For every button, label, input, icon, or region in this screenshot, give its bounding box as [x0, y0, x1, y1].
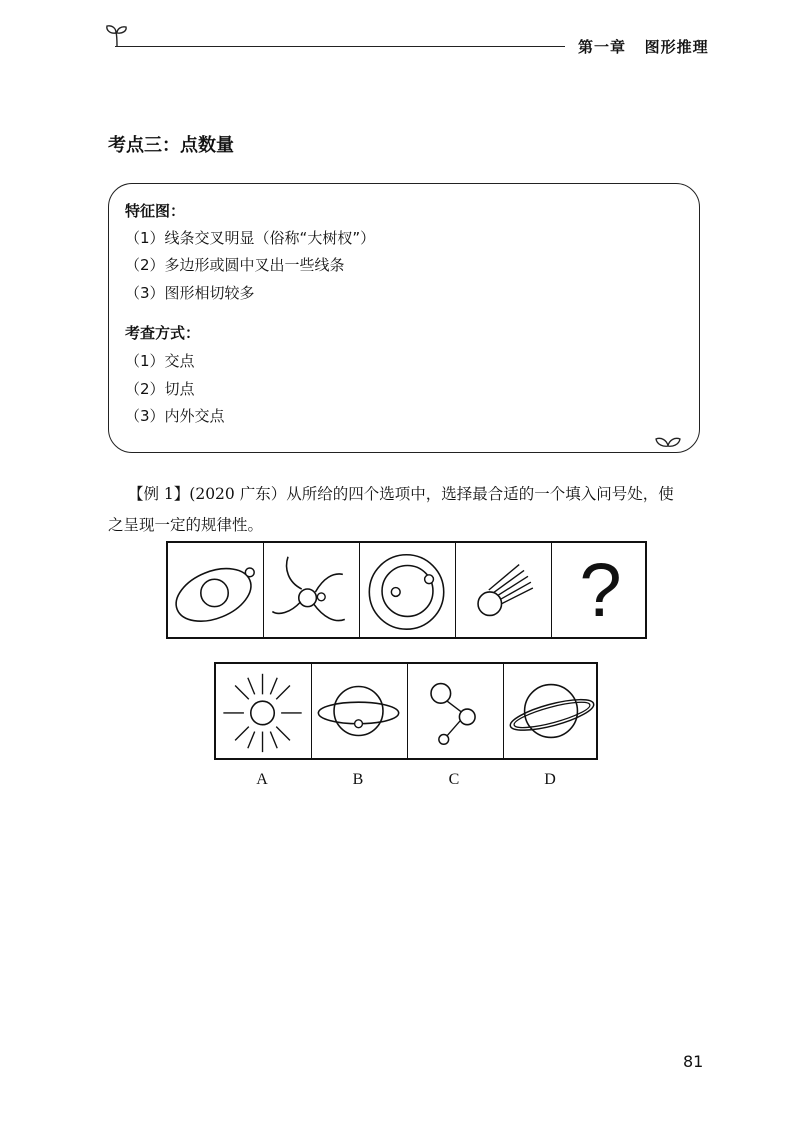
sprout-icon	[654, 434, 682, 448]
option-label-d[interactable]: D	[544, 771, 556, 788]
chapter-title: 第一章 图形推理	[578, 38, 709, 56]
question-panel	[166, 541, 647, 639]
example-question: 【例 1】(2020 广东）从所给的四个选项中，选择最合适的一个填入问号处，使	[128, 485, 674, 503]
page-number: 81	[683, 1052, 704, 1071]
info-box	[108, 183, 700, 453]
option-label-a[interactable]: A	[256, 771, 268, 788]
header-rule	[115, 46, 565, 47]
feature-item: （3）图形相切较多	[125, 284, 255, 302]
method-item: （1）交点	[125, 352, 195, 370]
option-d-figure[interactable]	[504, 664, 600, 758]
feature-item: （1）线条交叉明显（俗称“大树杈”）	[125, 229, 376, 247]
options-panel	[214, 662, 598, 760]
figure-1	[168, 543, 264, 637]
option-b-figure[interactable]	[312, 664, 408, 758]
figure-3	[360, 543, 456, 637]
sprout-icon	[104, 22, 130, 48]
question-mark: ?	[579, 548, 622, 633]
figure-4	[456, 543, 552, 637]
question-mark-cell	[552, 543, 649, 637]
features-heading: 特征图：	[125, 202, 186, 220]
method-item: （3）内外交点	[125, 407, 225, 425]
option-label-c[interactable]: C	[448, 771, 460, 788]
option-label-b[interactable]: B	[352, 771, 364, 788]
figure-2	[264, 543, 360, 637]
method-item: （2）切点	[125, 380, 195, 398]
section-title: 考点三：点数量	[108, 135, 234, 156]
feature-item: （2）多边形或圆中叉出一些线条	[125, 256, 345, 274]
methods-heading: 考查方式：	[125, 324, 201, 342]
option-c-figure[interactable]	[408, 664, 504, 758]
example-question-continued: 之呈现一定的规律性。	[108, 516, 264, 534]
option-a-figure[interactable]	[216, 664, 312, 758]
